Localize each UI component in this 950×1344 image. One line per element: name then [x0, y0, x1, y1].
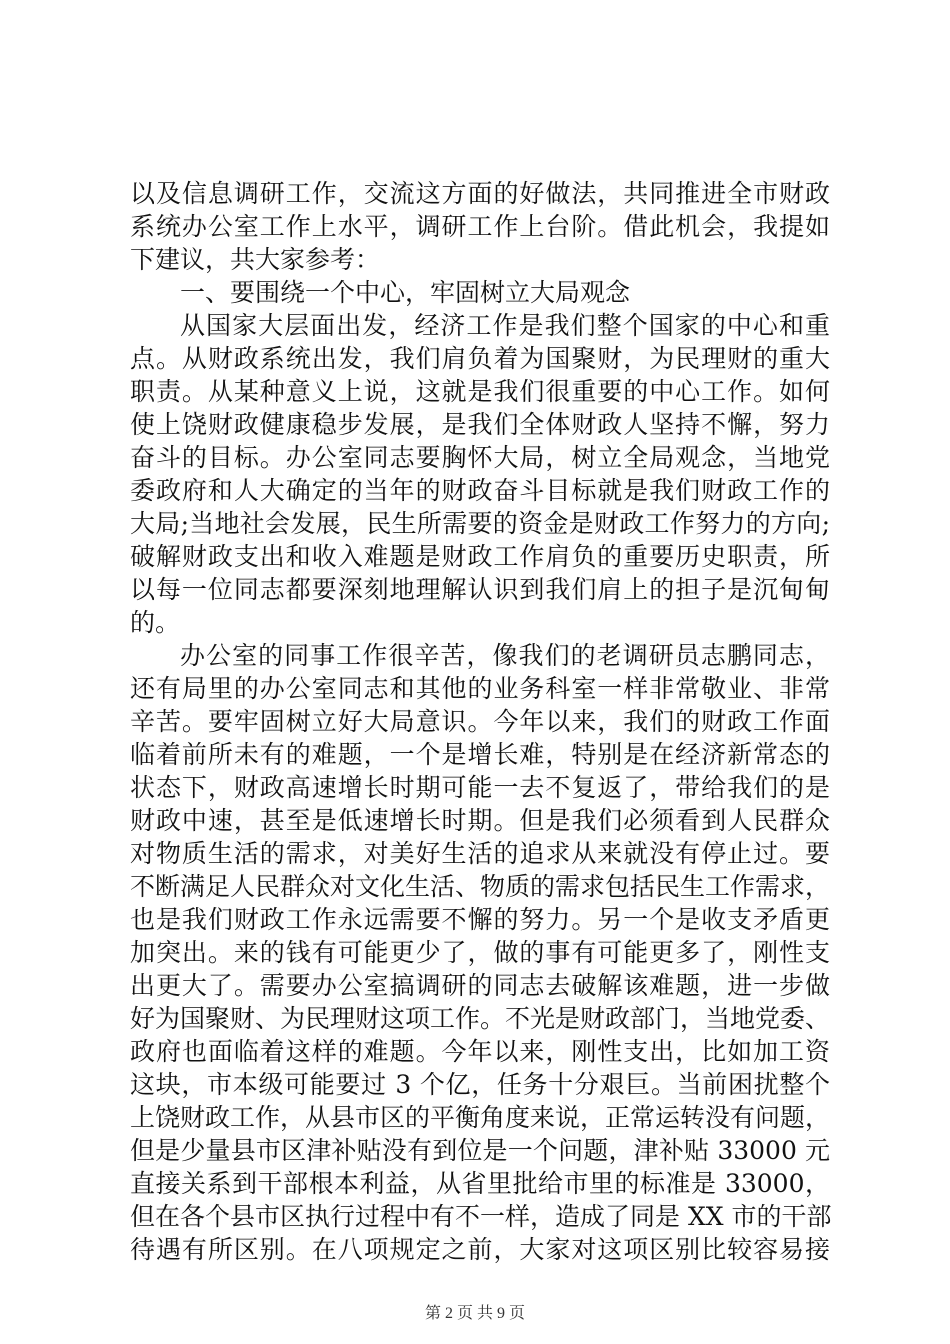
paragraph-line: 大局;当地社会发展，民生所需要的资金是财政工作努力的方向; [130, 509, 830, 538]
paragraph-line: 使上饶财政健康稳步发展，是我们全体财政人坚持不懈，努力 [130, 410, 830, 439]
paragraph-line: 好为国聚财、为民理财这项工作。不光是财政部门，当地党委、 [130, 1004, 831, 1033]
paragraph-line: 不断满足人民群众对文化生活、物质的需求包括民生工作需求， [130, 872, 831, 901]
paragraph-line: 从国家大层面出发，经济工作是我们整个国家的中心和重 [180, 311, 830, 340]
paragraph-line: 辛苦。要牢固树立好大局意识。今年以来，我们的财政工作面 [130, 707, 830, 736]
paragraph-line: 还有局里的办公室同志和其他的业务科室一样非常敬业、非常 [130, 674, 830, 703]
paragraph-line: 但在各个县市区执行过程中有不一样，造成了同是 XX 市的干部 [130, 1202, 832, 1231]
paragraph-line: 的。 [130, 608, 181, 637]
paragraph-line: 待遇有所区别。在八项规定之前，大家对这项区别比较容易接 [130, 1235, 830, 1264]
paragraph-line: 财政中速，甚至是低速增长时期。但是我们必须看到人民群众 [130, 806, 830, 835]
paragraph-line: 职责。从某种意义上说，这就是我们很重要的中心工作。如何 [130, 377, 830, 406]
paragraph-line: 上饶财政工作，从县市区的平衡角度来说，正常运转没有问题， [130, 1103, 831, 1132]
paragraph-line: 但是少量县市区津补贴没有到位是一个问题，津补贴 33000 元 [130, 1136, 830, 1165]
paragraph-line: 直接关系到干部根本利益，从省里批给市里的标准是 33000， [130, 1169, 830, 1198]
paragraph-line: 以每一位同志都要深刻地理解认识到我们肩上的担子是沉甸甸 [130, 575, 830, 604]
paragraph-line: 出更大了。需要办公室搞调研的同志去破解该难题，进一步做 [130, 971, 830, 1000]
paragraph-line: 状态下，财政高速增长时期可能一去不复返了，带给我们的是 [130, 773, 830, 802]
section-heading: 一、要围绕一个中心，牢固树立大局观念 [180, 278, 631, 307]
page-footer: 第 2 页 共 9 页 [424, 1305, 525, 1322]
paragraph-line: 办公室的同事工作很辛苦，像我们的老调研员志鹏同志， [180, 641, 830, 670]
paragraph-line: 系统办公室工作上水平，调研工作上台阶。借此机会，我提如 [130, 212, 830, 241]
paragraph-line: 破解财政支出和收入难题是财政工作肩负的重要历史职责，所 [130, 542, 830, 571]
paragraph-line: 这块，市本级可能要过 3 个亿，任务十分艰巨。当前困扰整个 [130, 1070, 830, 1099]
paragraph-line: 对物质生活的需求，对美好生活的追求从来就没有停止过。要 [130, 839, 830, 868]
paragraph-line: 奋斗的目标。办公室同志要胸怀大局，树立全局观念，当地党 [130, 443, 830, 472]
paragraph-line: 以及信息调研工作，交流这方面的好做法，共同推进全市财政 [130, 179, 830, 208]
paragraph-line: 委政府和人大确定的当年的财政奋斗目标就是我们财政工作的 [130, 476, 830, 505]
paragraph-line: 临着前所未有的难题，一个是增长难，特别是在经济新常态的 [130, 740, 830, 769]
paragraph-line: 加突出。来的钱有可能更少了，做的事有可能更多了，刚性支 [130, 938, 830, 967]
paragraph-line: 下建议，共大家参考： [130, 245, 381, 274]
paragraph-line: 政府也面临着这样的难题。今年以来，刚性支出，比如加工资 [130, 1037, 830, 1066]
paragraph-line: 也是我们财政工作永远需要不懈的努力。另一个是收支矛盾更 [130, 905, 830, 934]
paragraph-line: 点。从财政系统出发，我们肩负着为国聚财，为民理财的重大 [130, 344, 830, 373]
